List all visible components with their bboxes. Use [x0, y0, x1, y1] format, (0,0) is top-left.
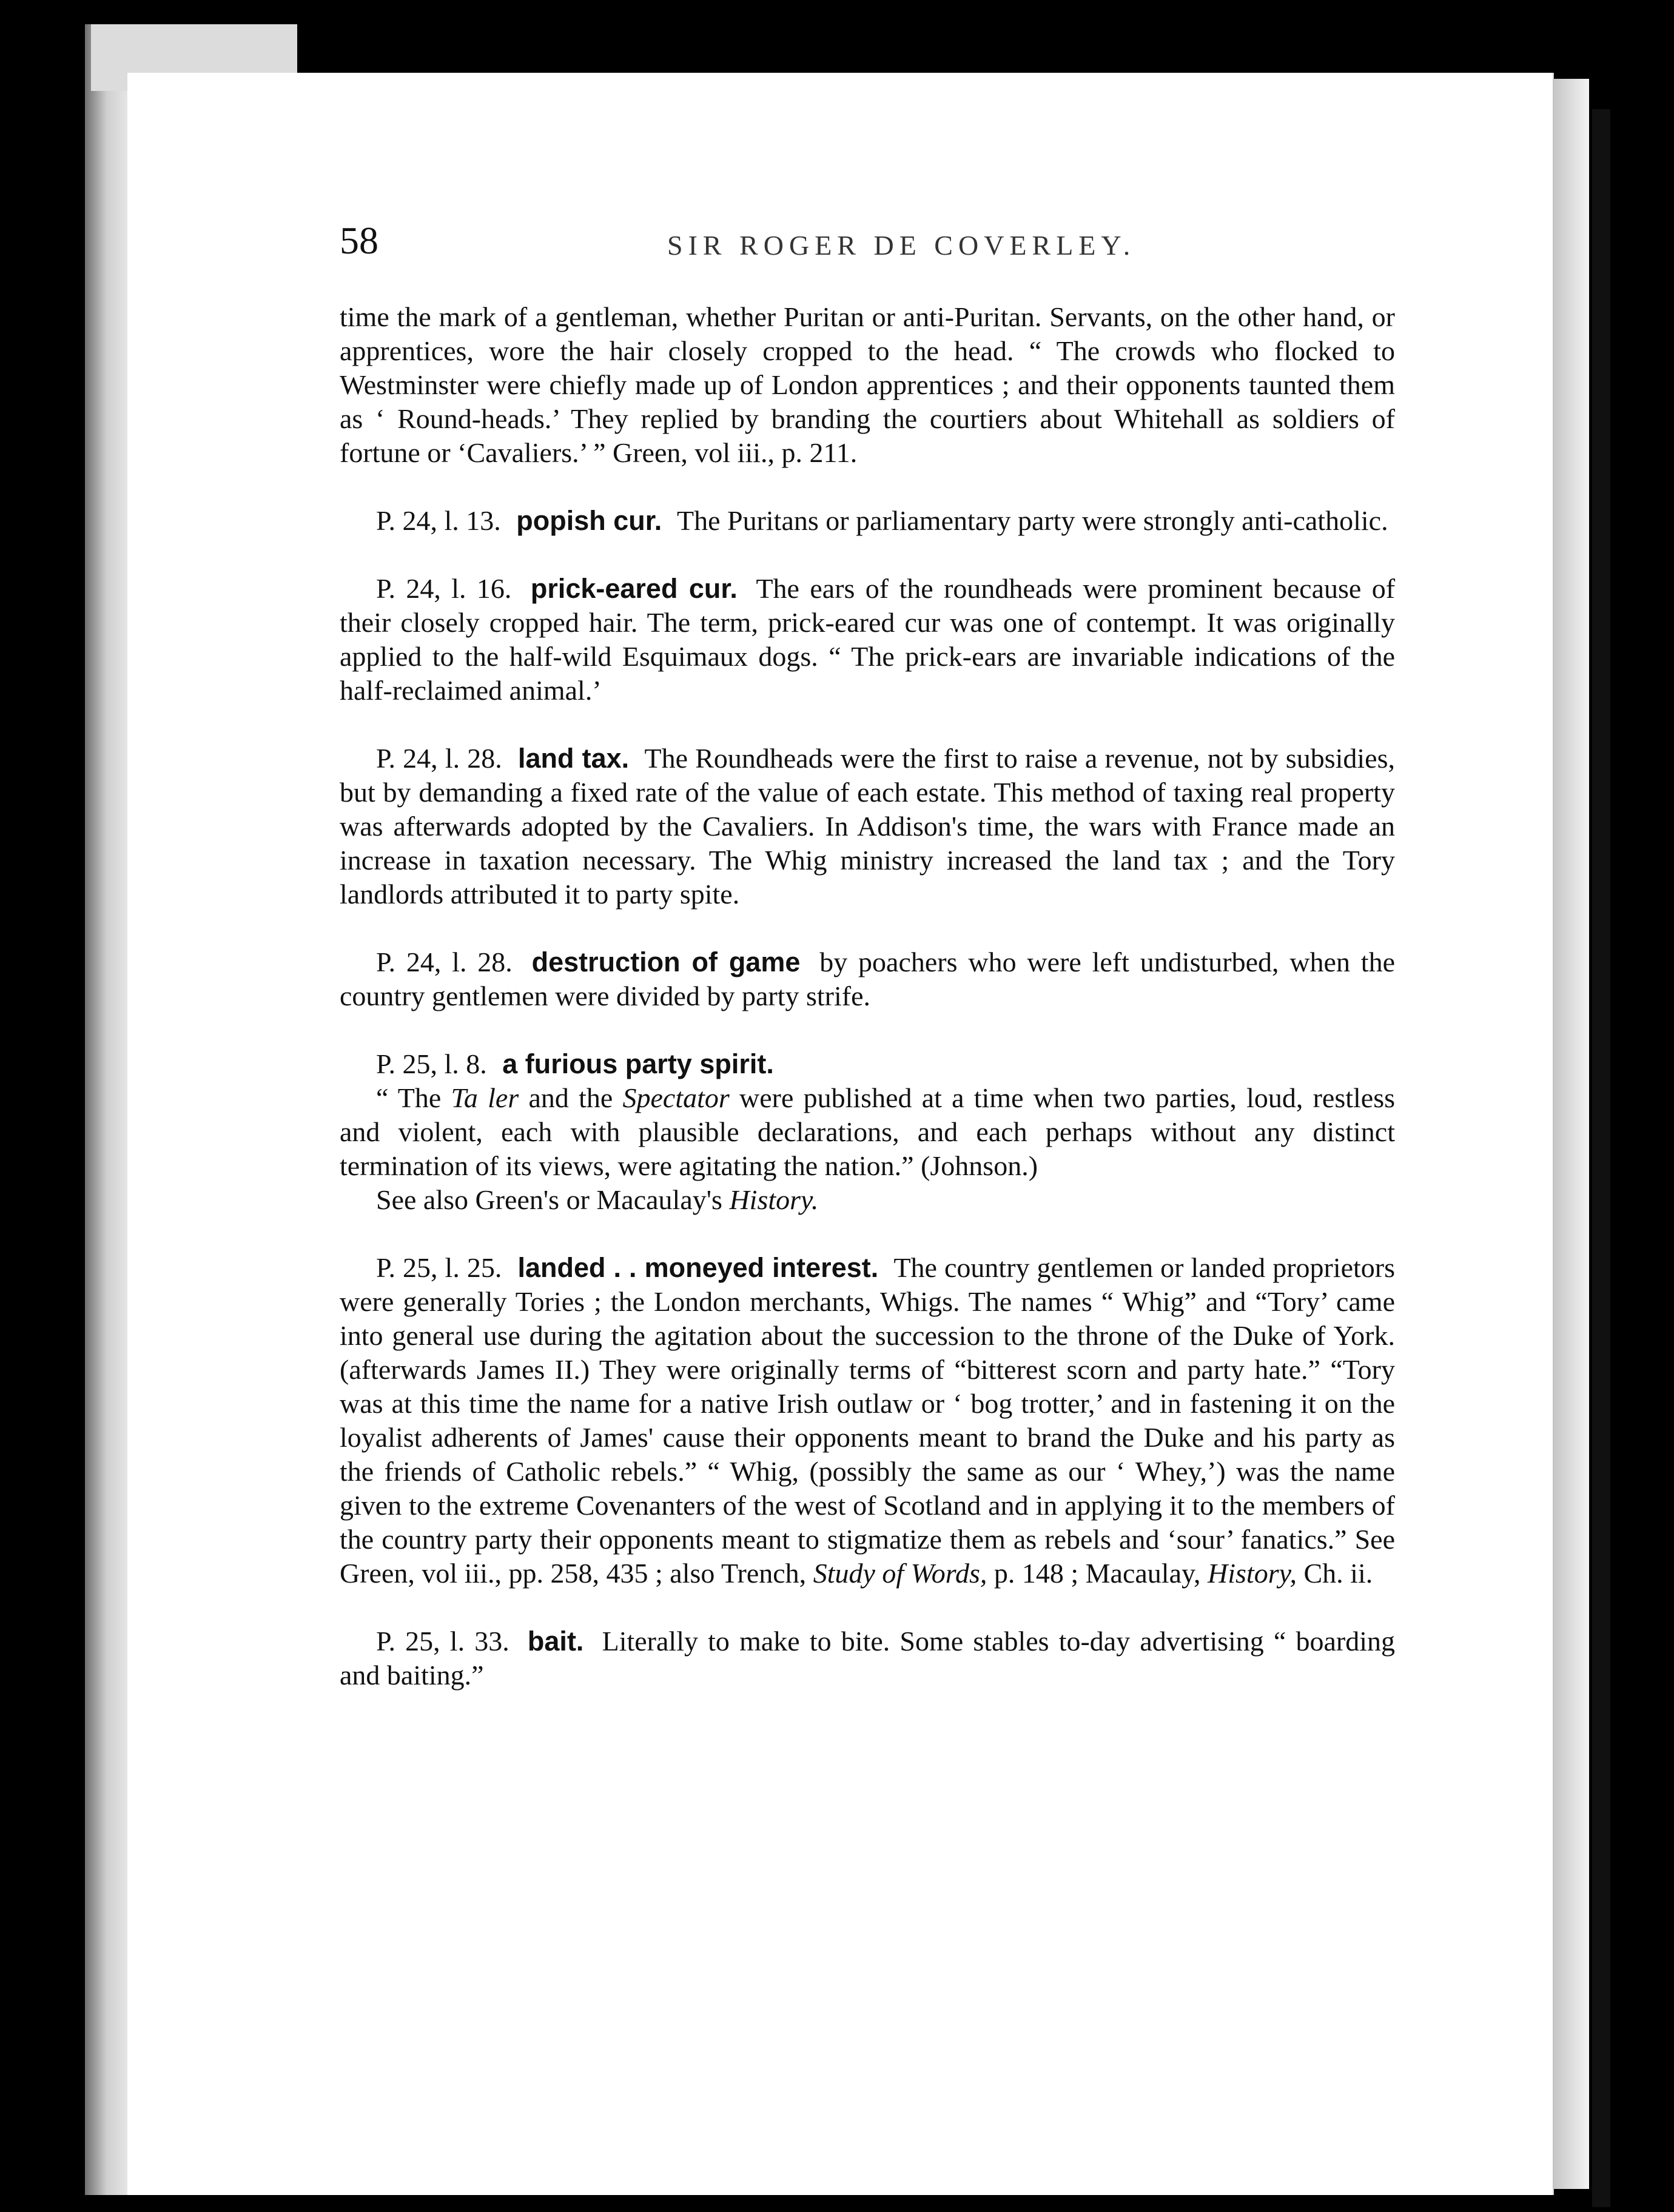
note-ref: P. 25, l. 8.: [376, 1048, 487, 1079]
note-lemma: destruction of game: [531, 947, 801, 977]
intro-paragraph: time the mark of a gentleman, whether Puritan or anti-Puritan. Servants, on the other hand, or apprentices, wore the hair closely cropped to the head. “ The crowds who flocked to Westminster were chiefly made up of London apprentices ; and their opponents taunted them as ‘ Round-heads.’ They replied by branding the courtiers about Whitehall as soldiers of fortune or ‘Cavaliers.’ ” Green, vol iii., p. 211.: [340, 301, 1395, 468]
note-text: Literally to make to bite. Some stables to-day advertising “ boarding and baiting.”: [340, 1626, 1396, 1691]
page-header: [340, 218, 1419, 273]
page-edge: [1553, 79, 1589, 2189]
note-ref: P. 24, l. 28.: [376, 947, 513, 977]
note-lemma: landed . . moneyed interest.: [517, 1252, 879, 1283]
note-bait: [340, 1624, 1395, 1692]
note-popish-cur: [340, 504, 1395, 538]
note-text: The country gentlemen or landed proprietors were generally Tories ; the London merchants, Whigs. The names “ Whig” and “Tory’ came into general use during the agitation about the succession to the throne of the Duke of York. (afterwards James II.) They were originally terms of “bitterest scorn and party hate.” “Tory was at this time the name for a native Irish outlaw or ‘ bog trotter,’ and in fastening it on the loyalist adherents of James' cause their opponents meant to brand the Duke and his party as the friends of Catholic rebels.” “ Whig, (possibly the same as our ‘ Whey,’) was the name given to the extreme Covenanters of the west of Scotland and in applying it to the members of the country party their opponents meant to stigmatize them as rebels and ‘sour’ fanatics.” See Green, vol iii., pp. 258, 435 ; also Trench,: [340, 1252, 1396, 1589]
note-text: by poachers who were left undisturbed, when the country gentlemen were divided by party strife.: [340, 947, 1395, 1011]
study-of-words-title: Study of Words,: [813, 1558, 987, 1589]
page-148-ref: p. 148 ; Macaulay,: [993, 1558, 1201, 1589]
chapter-ref: Ch. ii.: [1303, 1558, 1373, 1589]
spectator-title: Spectator: [622, 1082, 730, 1113]
page-body: [340, 300, 1395, 1692]
note-lemma: bait.: [527, 1626, 584, 1657]
note-heading: [340, 1047, 1395, 1081]
note-text: The Puritans or parliamentary party were strongly anti-catholic.: [676, 505, 1388, 536]
see-also-text: See also Green's or Macaulay's: [376, 1184, 722, 1215]
tatler-title: Ta ler: [451, 1082, 519, 1113]
page-number: 58: [340, 219, 378, 262]
note-ref: P. 24, l. 13.: [376, 505, 501, 536]
note-land-tax: [340, 742, 1395, 911]
note-text: The ears of the roundheads were prominent because of their closely cropped hair. The term, prick-eared cur was one of contempt. It was originally applied to the half-wild Esquimaux dogs. “ The prick-ears are invariable indications of the half-reclaimed animal.’: [340, 573, 1396, 706]
note-destruction-of-game: [340, 945, 1395, 1013]
see-also-line: [340, 1183, 1395, 1217]
note-lemma: a furious party spirit.: [502, 1048, 774, 1079]
note-lemma: land tax.: [517, 743, 630, 774]
note-ref: P. 24, l. 16.: [376, 573, 512, 604]
scan-border: [1592, 109, 1610, 2207]
note-lemma: prick-eared cur.: [530, 573, 738, 604]
and-the: and the: [528, 1082, 613, 1113]
quote-open: “ The: [376, 1082, 442, 1113]
history-title: History,: [1208, 1558, 1297, 1589]
running-head: SIR ROGER DE COVERLEY.: [667, 230, 1136, 261]
history-title: History.: [729, 1184, 819, 1215]
note-prick-eared-cur: [340, 572, 1395, 708]
quote-rest: were published at a time when two parties, loud, restless and violent, each with plausible declarations, and each perhaps without any distinct termination of its views, were agitating the nation.” (Johnson.): [340, 1082, 1396, 1181]
note-ref: P. 25, l. 33.: [376, 1626, 509, 1657]
note-ref: P. 25, l. 25.: [376, 1252, 502, 1283]
note-ref: P. 24, l. 28.: [376, 743, 502, 774]
note-lemma: popish cur.: [516, 505, 662, 536]
note-furious-party-spirit: [340, 1047, 1395, 1217]
note-landed-moneyed-interest: [340, 1251, 1395, 1590]
johnson-quote: [340, 1081, 1395, 1183]
note-text: The Roundheads were the first to raise a revenue, not by subsidies, but by demanding a fixed rate of the value of each estate. This method of taxing real property was afterwards adopted by the Cavaliers. In Addison's time, the wars with France made an increase in taxation necessary. The Whig ministry increased the land tax ; and the Tory landlords attributed it to party spite.: [340, 743, 1395, 910]
